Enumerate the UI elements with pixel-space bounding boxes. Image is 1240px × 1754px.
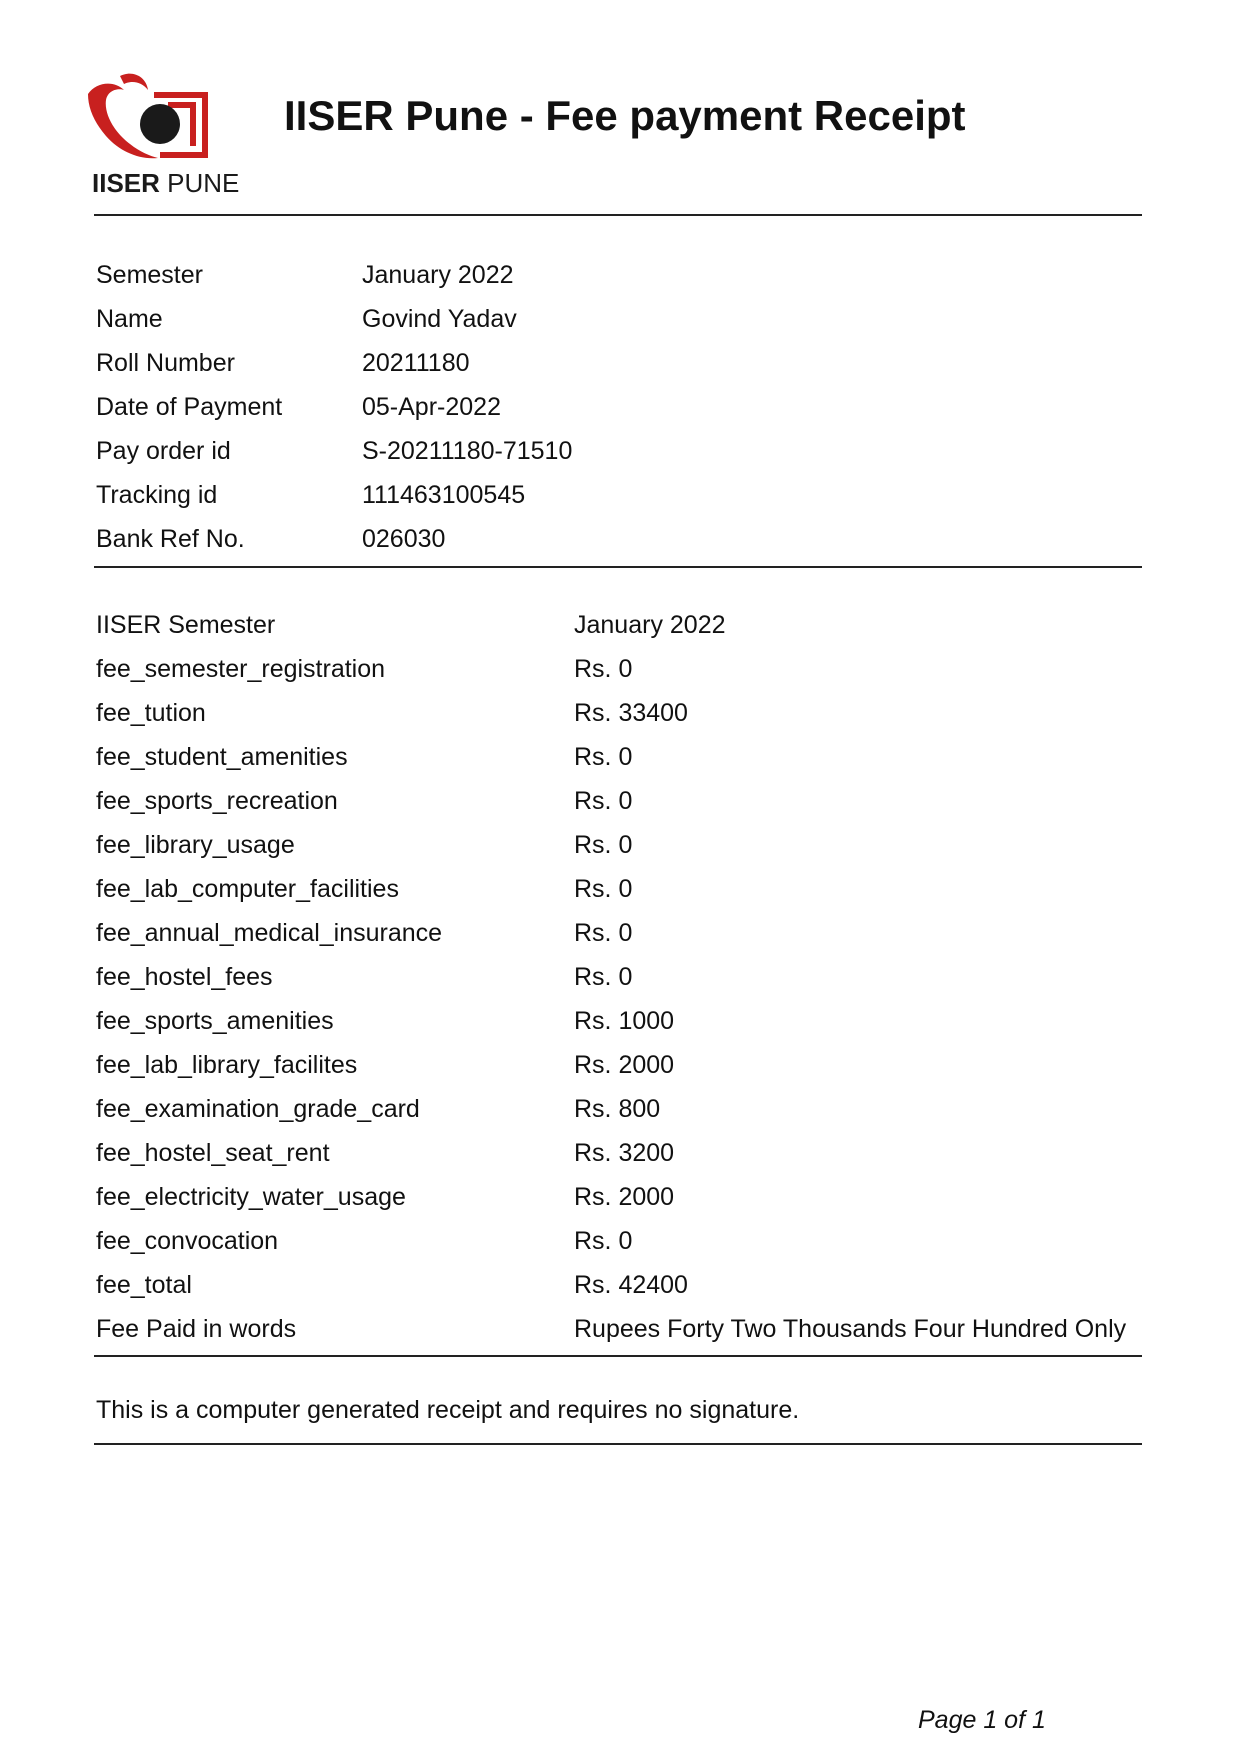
fee-value: Rs. 0 [574,787,633,815]
info-label: Roll Number [96,349,235,377]
info-value: January 2022 [362,261,514,289]
fee-label: fee_lab_computer_facilities [96,875,399,903]
fee-label: fee_examination_grade_card [96,1095,420,1123]
info-label: Pay order id [96,437,231,465]
fee-label: IISER Semester [96,611,276,639]
fee-label: fee_convocation [96,1227,279,1255]
fee-value: Rs. 0 [574,831,633,859]
info-value: 05-Apr-2022 [362,393,501,421]
page-title: IISER Pune - Fee payment Receipt [284,92,966,139]
fee-value: Rs. 1000 [574,1007,675,1035]
fee-value: Rs. 0 [574,1227,633,1255]
fee-label: fee_hostel_seat_rent [96,1139,330,1167]
computer-generated-note: This is a computer generated receipt and requires no signature. [96,1396,800,1424]
fee-value: Rs. 2000 [574,1051,675,1079]
fee-label: fee_electricity_water_usage [96,1183,406,1211]
fee-value: Rs. 0 [574,655,633,683]
fee-label: fee_annual_medical_insurance [96,919,443,947]
fee-label: fee_student_amenities [96,743,348,771]
fee-label: fee_lab_library_facilites [96,1051,358,1079]
info-label: Bank Ref No. [96,525,245,553]
fee-value: Rupees Forty Two Thousands Four Hundred Only [574,1315,1127,1343]
fee-label: fee_library_usage [96,831,295,859]
fee-value: Rs. 42400 [574,1271,688,1299]
fee-label: fee_hostel_fees [96,963,273,991]
info-value: 20211180 [362,349,470,377]
info-value: 026030 [362,525,446,553]
info-label: Date of Payment [96,393,283,421]
fee-value: Rs. 800 [574,1095,661,1123]
fee-label: Fee Paid in words [96,1315,297,1343]
fee-value: Rs. 2000 [574,1183,675,1211]
fee-value: Rs. 0 [574,875,633,903]
info-value: S-20211180-71510 [362,437,573,465]
fee-value: Rs. 0 [574,743,633,771]
info-label: Tracking id [96,481,218,509]
divider [94,1355,1142,1357]
fee-label: fee_sports_recreation [96,787,338,815]
fee-label: fee_sports_amenities [96,1007,334,1035]
iiser-pune-logo [84,72,240,202]
info-label: Name [96,305,163,333]
logo-wordmark: IISER PUNE [92,168,240,198]
page-number: Page 1 of 1 [918,1706,1046,1734]
divider [94,214,1142,216]
divider [94,1443,1142,1445]
logo-emblem-icon [84,72,214,168]
fee-value: Rs. 0 [574,919,633,947]
fee-label: fee_semester_registration [96,655,386,683]
fee-value: Rs. 33400 [574,699,688,727]
info-label: Semester [96,261,203,289]
info-value: 111463100545 [362,481,526,509]
fee-value: Rs. 0 [574,963,633,991]
divider [94,566,1142,568]
fee-label: fee_total [96,1271,192,1299]
info-value: Govind Yadav [362,305,517,333]
fee-label: fee_tution [96,699,206,727]
fee-value: Rs. 3200 [574,1139,675,1167]
fee-value: January 2022 [574,611,726,639]
